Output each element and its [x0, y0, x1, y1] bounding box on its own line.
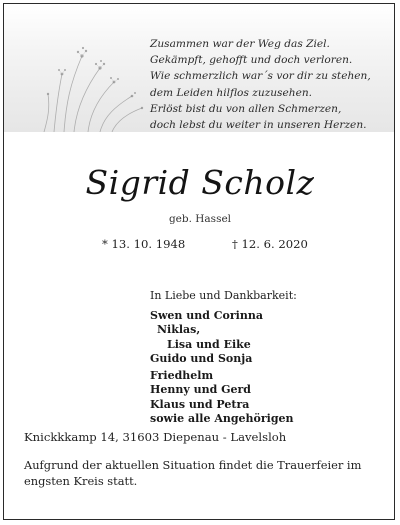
mourner-name: Guido und Sonja	[150, 352, 253, 366]
death-date: † 12. 6. 2020	[232, 237, 308, 251]
poem-line: Wie schmerzlich war´s vor dir zu stehen,	[150, 70, 371, 83]
poem-line: Zusammen war der Weg das Ziel.	[150, 38, 330, 50]
mourner-name: Lisa und Eike	[167, 337, 251, 351]
deceased-name: Sigrid Scholz	[85, 163, 315, 202]
mourner-name: Niklas,	[157, 323, 201, 337]
mourners-intro: In Liebe und Dankbarkeit:	[150, 289, 297, 302]
poem-line: dem Leiden hilflos zuzusehen.	[150, 86, 313, 99]
mourner-name: Friedhelm	[150, 369, 214, 382]
mourner-name: sowie alle Angehörigen	[150, 412, 294, 426]
family-address: Knickkkamp 14, 31603 Diepenau - Lavelsloh	[24, 430, 287, 444]
mourner-name: Swen und Corinna	[150, 309, 263, 322]
mourner-name: Henny und Gerd	[150, 383, 252, 397]
birth-date: * 13. 10. 1948	[102, 237, 186, 251]
maiden-name: geb. Hassel	[168, 213, 232, 225]
header-banner	[4, 4, 394, 132]
mourners-group-family	[150, 309, 263, 367]
poem-line: Gekämpft, gehofft und doch verloren.	[150, 54, 353, 67]
memorial-poem	[150, 36, 371, 132]
funeral-notice: Aufgrund der aktuellen Situation findet die Trauerfeier im engsten Kreis statt.	[24, 458, 362, 488]
dried-grass-flowers-icon	[4, 4, 174, 132]
poem-line: Erlöst bist du von allen Schmerzen,	[150, 102, 342, 115]
mourner-name: Klaus und Petra	[150, 397, 250, 411]
poem-line: doch lebst du weiter in unseren Herzen.	[150, 119, 367, 132]
mourners-group-relatives	[150, 369, 294, 427]
obituary-notice	[3, 3, 395, 520]
